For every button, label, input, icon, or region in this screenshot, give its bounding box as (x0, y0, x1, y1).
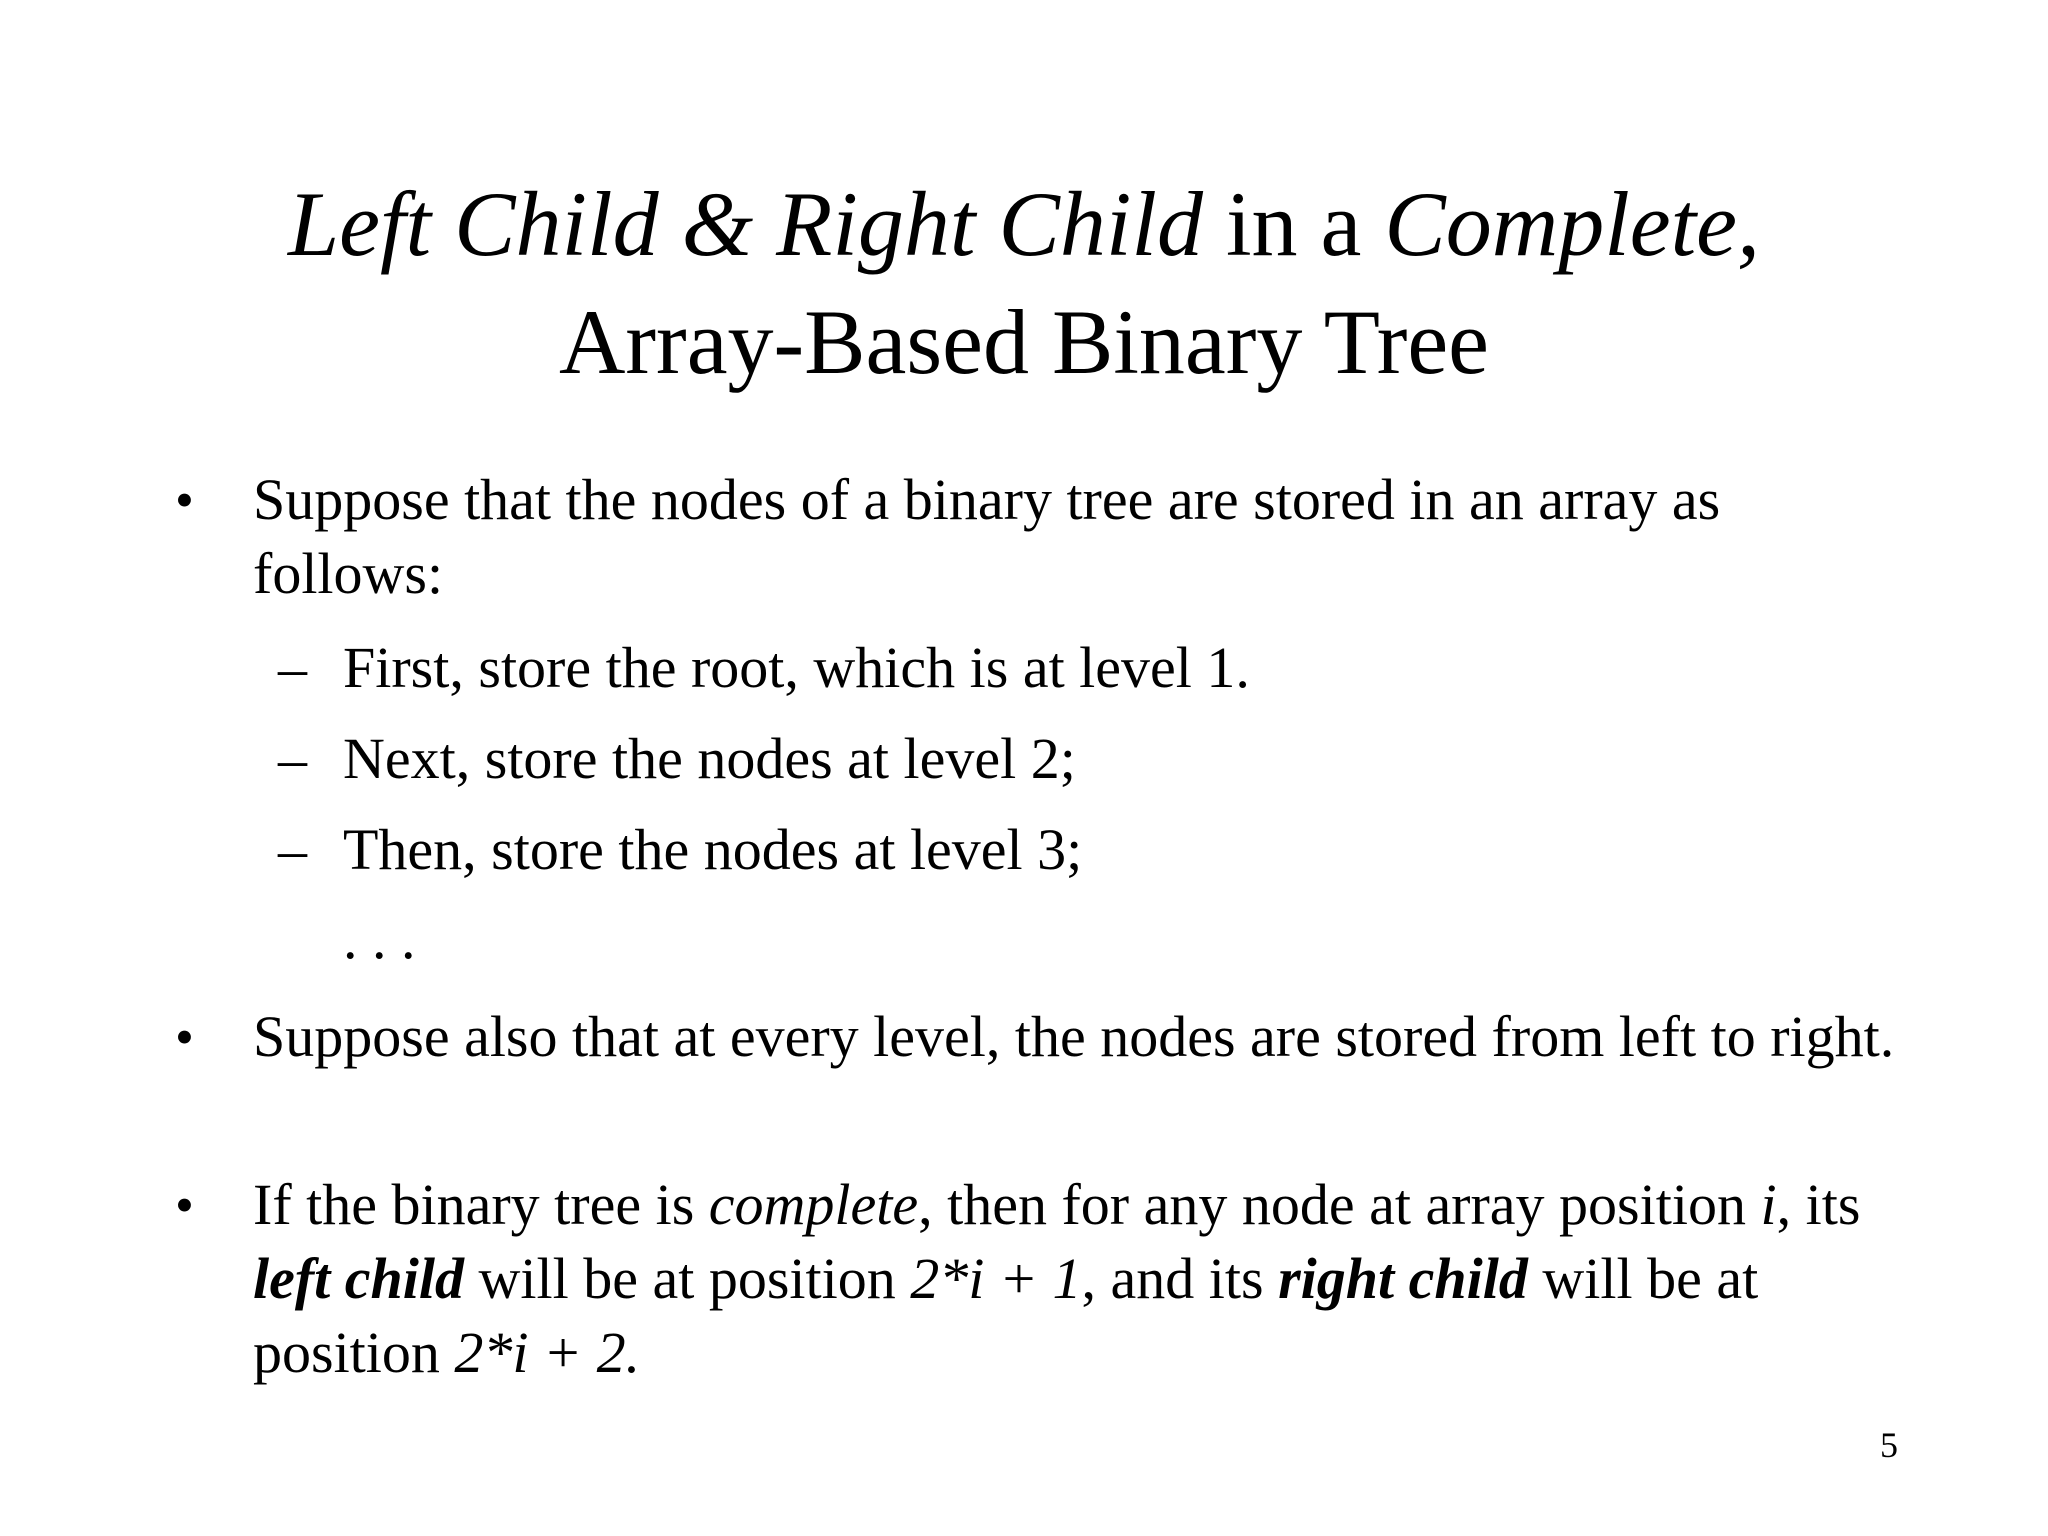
page-number: 5 (1880, 1425, 1898, 1465)
title-line-1 (0, 165, 2048, 283)
bullet-1-marker: • (175, 470, 194, 530)
title-line-2: Array-Based Binary Tree (558, 291, 1490, 393)
b3-part-3: , then for any node at array position (918, 1172, 1761, 1237)
title-complete: Complete, (1384, 173, 1760, 275)
subitem-1-dash: – (278, 635, 307, 700)
slide-title (0, 165, 2048, 401)
subitem-3-text: Then, store the nodes at level 3; (343, 817, 1083, 882)
bullet-2-text: Suppose also that at every level, the nodes are stored from left to right. (253, 1004, 1895, 1069)
b3-right-child: right child (1278, 1246, 1528, 1311)
b3-i: i (1760, 1172, 1777, 1237)
b3-part-5: , its (1776, 1172, 1861, 1237)
b3-formula-left: 2*i + 1 (910, 1246, 1082, 1311)
title-left-child: Left Child (288, 173, 659, 275)
bullet-3-text (253, 1168, 1903, 1390)
b3-part-11: will be at position (253, 1246, 1759, 1385)
title-in-a: in a (1202, 173, 1385, 275)
subitem-2-text: Next, store the nodes at level 2; (343, 726, 1076, 791)
subitem-1-text: First, store the root, which is at level 1. (343, 635, 1250, 700)
title-right-child: Right Child (776, 173, 1203, 275)
b3-part-7: will be at position (464, 1246, 911, 1311)
bullet-2-marker: • (175, 1007, 194, 1067)
subitem-3-dash: – (278, 817, 307, 882)
b3-left-child: left child (253, 1246, 465, 1311)
bullet-1-text: Suppose that the nodes of a binary tree are stored in an array as follows: (253, 467, 1721, 606)
b3-part-1: If the binary tree is (253, 1172, 709, 1237)
ellipsis: . . . (343, 906, 416, 971)
subitem-2-dash: – (278, 726, 307, 791)
bullet-3-marker: • (175, 1175, 194, 1235)
b3-complete: complete (708, 1172, 919, 1237)
b3-part-9: , and its (1081, 1246, 1279, 1311)
b3-formula-right: 2*i + 2. (454, 1320, 641, 1385)
title-ampersand: & (658, 173, 777, 275)
